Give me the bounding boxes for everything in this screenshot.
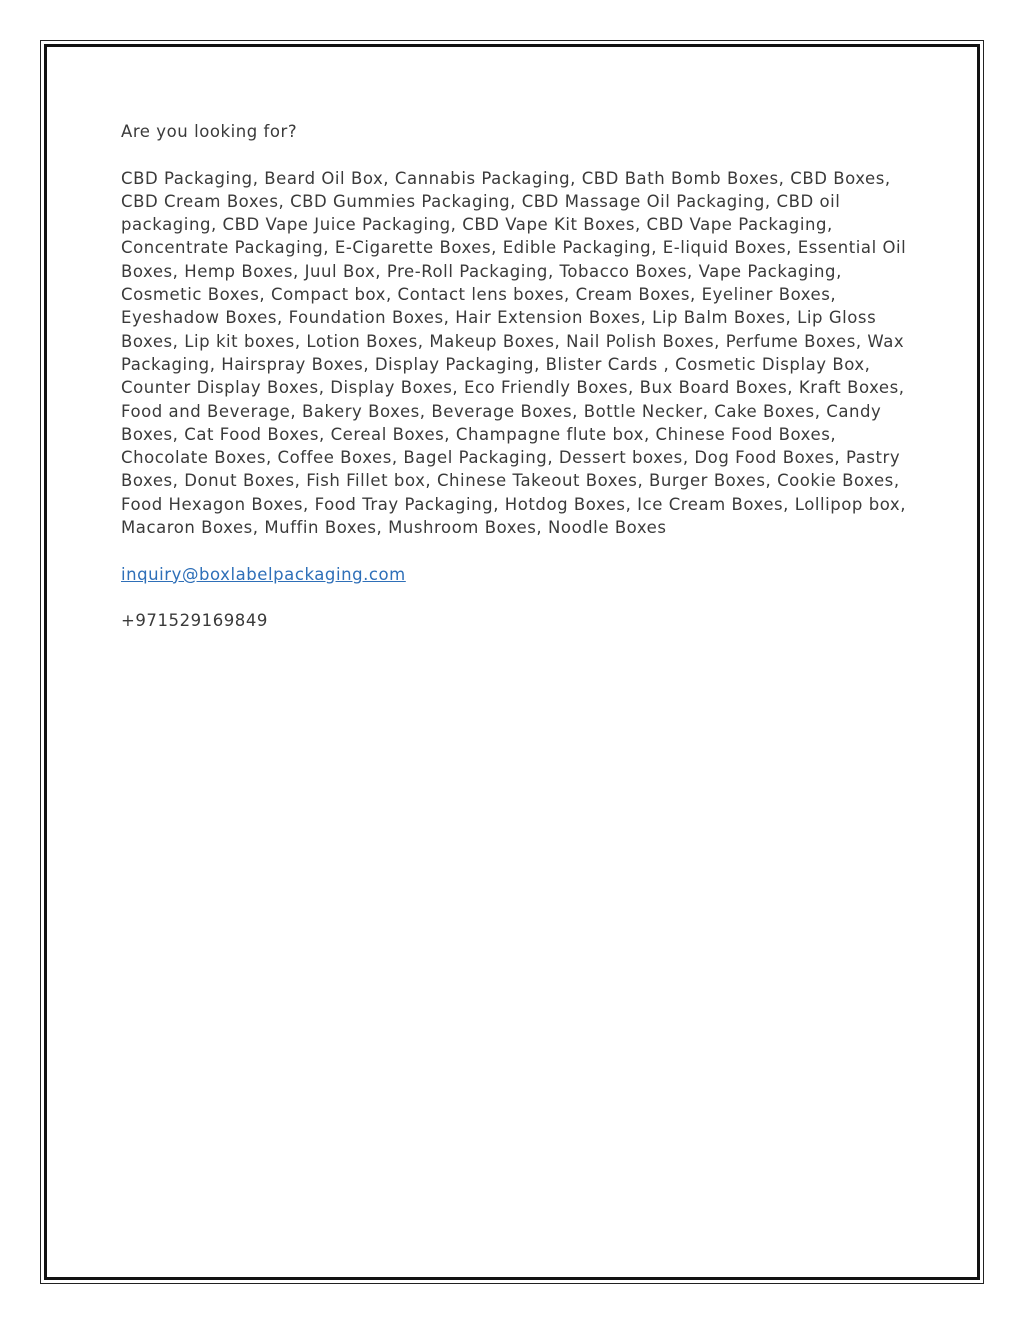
product-list: CBD Packaging, Beard Oil Box, Cannabis Packaging, CBD Bath Bomb Boxes, CBD Boxes, CBD Cream Boxes, CBD Gummies Packaging, CBD Massage Oil Packaging, CBD oil packaging, CBD Vape Juice Packaging, CBD Vape Kit Boxes, CBD Vape Packaging, Concentrate Packaging, E-Cigarette Boxes, Edible Packaging, E-liquid Boxes, Essential Oil Boxes, Hemp Boxes, Juul Box, Pre-Roll Packaging, Tobacco Boxes, Vape Packaging, Cosmetic Boxes, Compact box, Contact lens boxes, Cream Boxes, Eyeliner Boxes, Eyeshadow Boxes, Foundation Boxes, Hair Extension Boxes, Lip Balm Boxes, Lip Gloss Boxes, Lip kit boxes, Lotion Boxes, Makeup Boxes, Nail Polish Boxes, Perfume Boxes, Wax Packaging, Hairspray Boxes, Display Packaging, Blister Cards , Cosmetic Display Box, Counter Display Boxes, Display Boxes, Eco Friendly Boxes, Bux Board Boxes, Kraft Boxes, Food and Beverage, Bakery Boxes, Beverage Boxes, Bottle Necker, Cake Boxes, Candy Boxes, Cat Food Boxes, Cereal Boxes, Champagne flute box, Chinese Food Boxes, Chocolate Boxes, Coffee Boxes, Bagel Packaging, Dessert boxes, Dog Food Boxes, Pastry Boxes, Donut Boxes, Fish Fillet box, Chinese Takeout Boxes, Burger Boxes, Cookie Boxes, Food Hexagon Boxes, Food Tray Packaging, Hotdog Boxes, Ice Cream Boxes, Lollipop box, Macaron Boxes, Muffin Boxes, Mushroom Boxes, Noodle Boxes xyxy=(121,168,907,538)
phone-number: +971529169849 xyxy=(121,611,268,631)
email-link[interactable]: inquiry@boxlabelpackaging.com xyxy=(121,564,406,584)
document-body xyxy=(121,120,911,656)
intro-text: Are you looking for? xyxy=(121,122,298,141)
